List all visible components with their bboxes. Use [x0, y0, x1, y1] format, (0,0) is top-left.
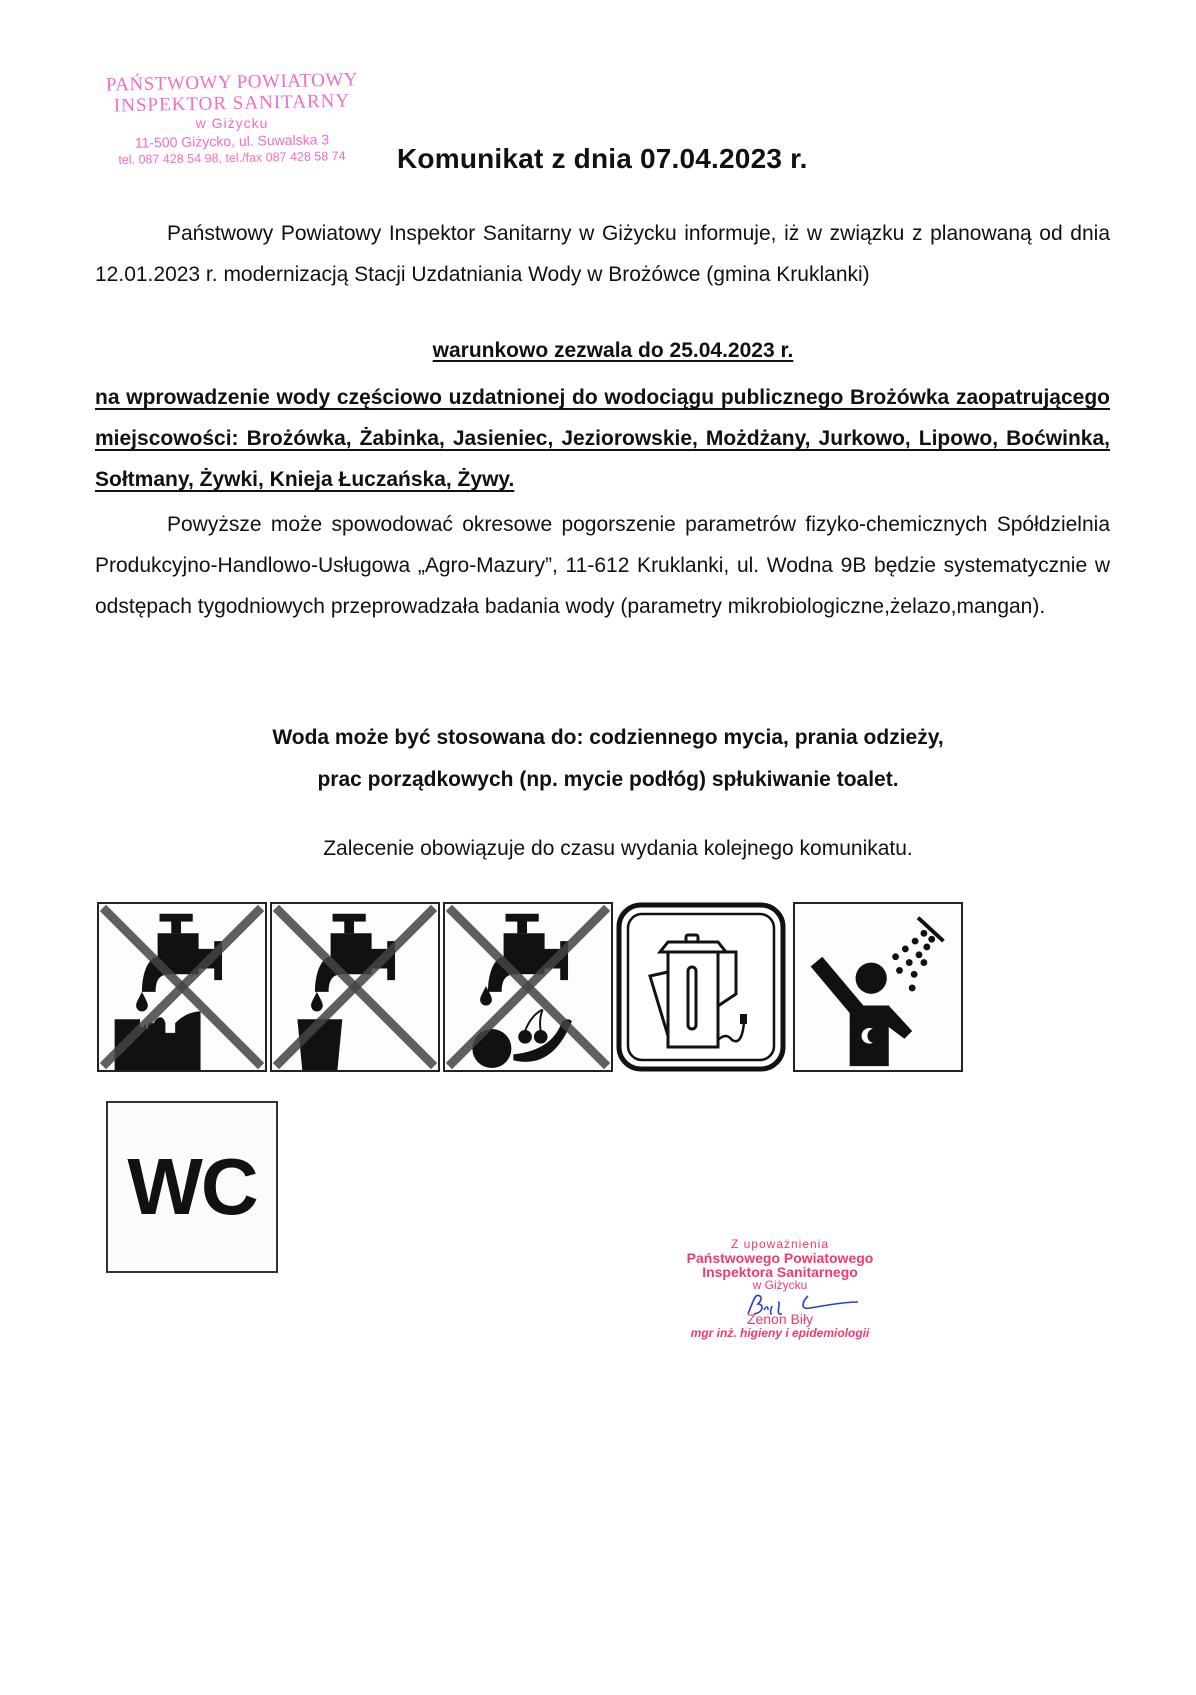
wc-sign-text: WC [127, 1142, 257, 1231]
stamp-address: 11-500 Giżycko, ul. Suwalska 3 [134, 131, 330, 151]
no-drinking-cup-icon [270, 902, 440, 1072]
localities-paragraph: na wprowadzenie wody częściowo uzdatnionej do wodociągu publicznego Brożówka zaopatrującego miejscowości: Brożówka, Żabinka, Jasieniec, Jeziorowskie, Możdżany, Jurkowo, Lipowo, Boćwinka, Sołtmany, Żywki, Knieja Łuczańska, Żywy. [95, 386, 1110, 491]
usage-line-1: Woda może być stosowana do: codziennego mycia, prania odzieży, [272, 726, 944, 749]
kettle-icon [616, 902, 786, 1072]
no-drinking-icon [97, 902, 267, 1072]
wc-sign [106, 1101, 278, 1273]
no-washing-food-icon [443, 902, 613, 1072]
handwritten-signature [660, 1292, 900, 1318]
stamp-phone: tel. 087 428 54 98, tel./fax 087 428 58 74 [118, 149, 346, 167]
signature-office-line-1: Państwowego Powiatowego [686, 1250, 874, 1266]
signature-office-line-2: Inspektora Sanitarnego [702, 1264, 858, 1280]
shower-icon [793, 902, 963, 1072]
document-title: Komunikat z dnia 07.04.2023 r. [397, 143, 808, 174]
pictogram-row [97, 902, 963, 1072]
stamp-line-3: w Giżycku [195, 115, 269, 131]
usage-block [0, 717, 1196, 801]
permission-heading: warunkowo zezwala do 25.04.2023 r. [432, 339, 794, 362]
signature-office-line-3: w Giżycku [752, 1278, 808, 1292]
stamp-line-2: INSPEKTOR SANITARNY [113, 90, 351, 117]
signature-stamp [660, 1238, 900, 1340]
signatory-title: mgr inż. higieny i epidemiologii [690, 1326, 870, 1340]
intro-paragraph: Państwowy Powiatowy Inspektor Sanitarny w Giżycku informuje, iż w związku z planowaną od dnia 12.01.2023 r. modernizacją Stacji Uzdatniania Wody w Brożówce (gmina Kruklanki) [95, 222, 1110, 286]
stamp-line-1: PAŃSTWOWY POWIATOWY [105, 69, 359, 96]
signature-authorization: Z upoważnienia [730, 1237, 830, 1251]
usage-line-2: prac porządkowych (np. mycie podłóg) spłukiwanie toalet. [317, 768, 899, 791]
signatory-name: Zenon Biły [746, 1311, 814, 1327]
testing-paragraph: Powyższe może spowodować okresowe pogorszenie parametrów fizyko-chemicznych Spółdzielnia Produkcyjno-Handlowo-Usługowa „Agro-Mazury”, 11-612 Kruklanki, ul. Wodna 9B będzie systematycznie w odstępach tygodniowych przeprowadzała badania wody (parametry mikrobiologiczne,żelazo,mangan). [95, 513, 1110, 618]
validity-note: Zalecenie obowiązuje do czasu wydania kolejnego komunikatu. [323, 837, 913, 860]
official-stamp [82, 69, 382, 167]
